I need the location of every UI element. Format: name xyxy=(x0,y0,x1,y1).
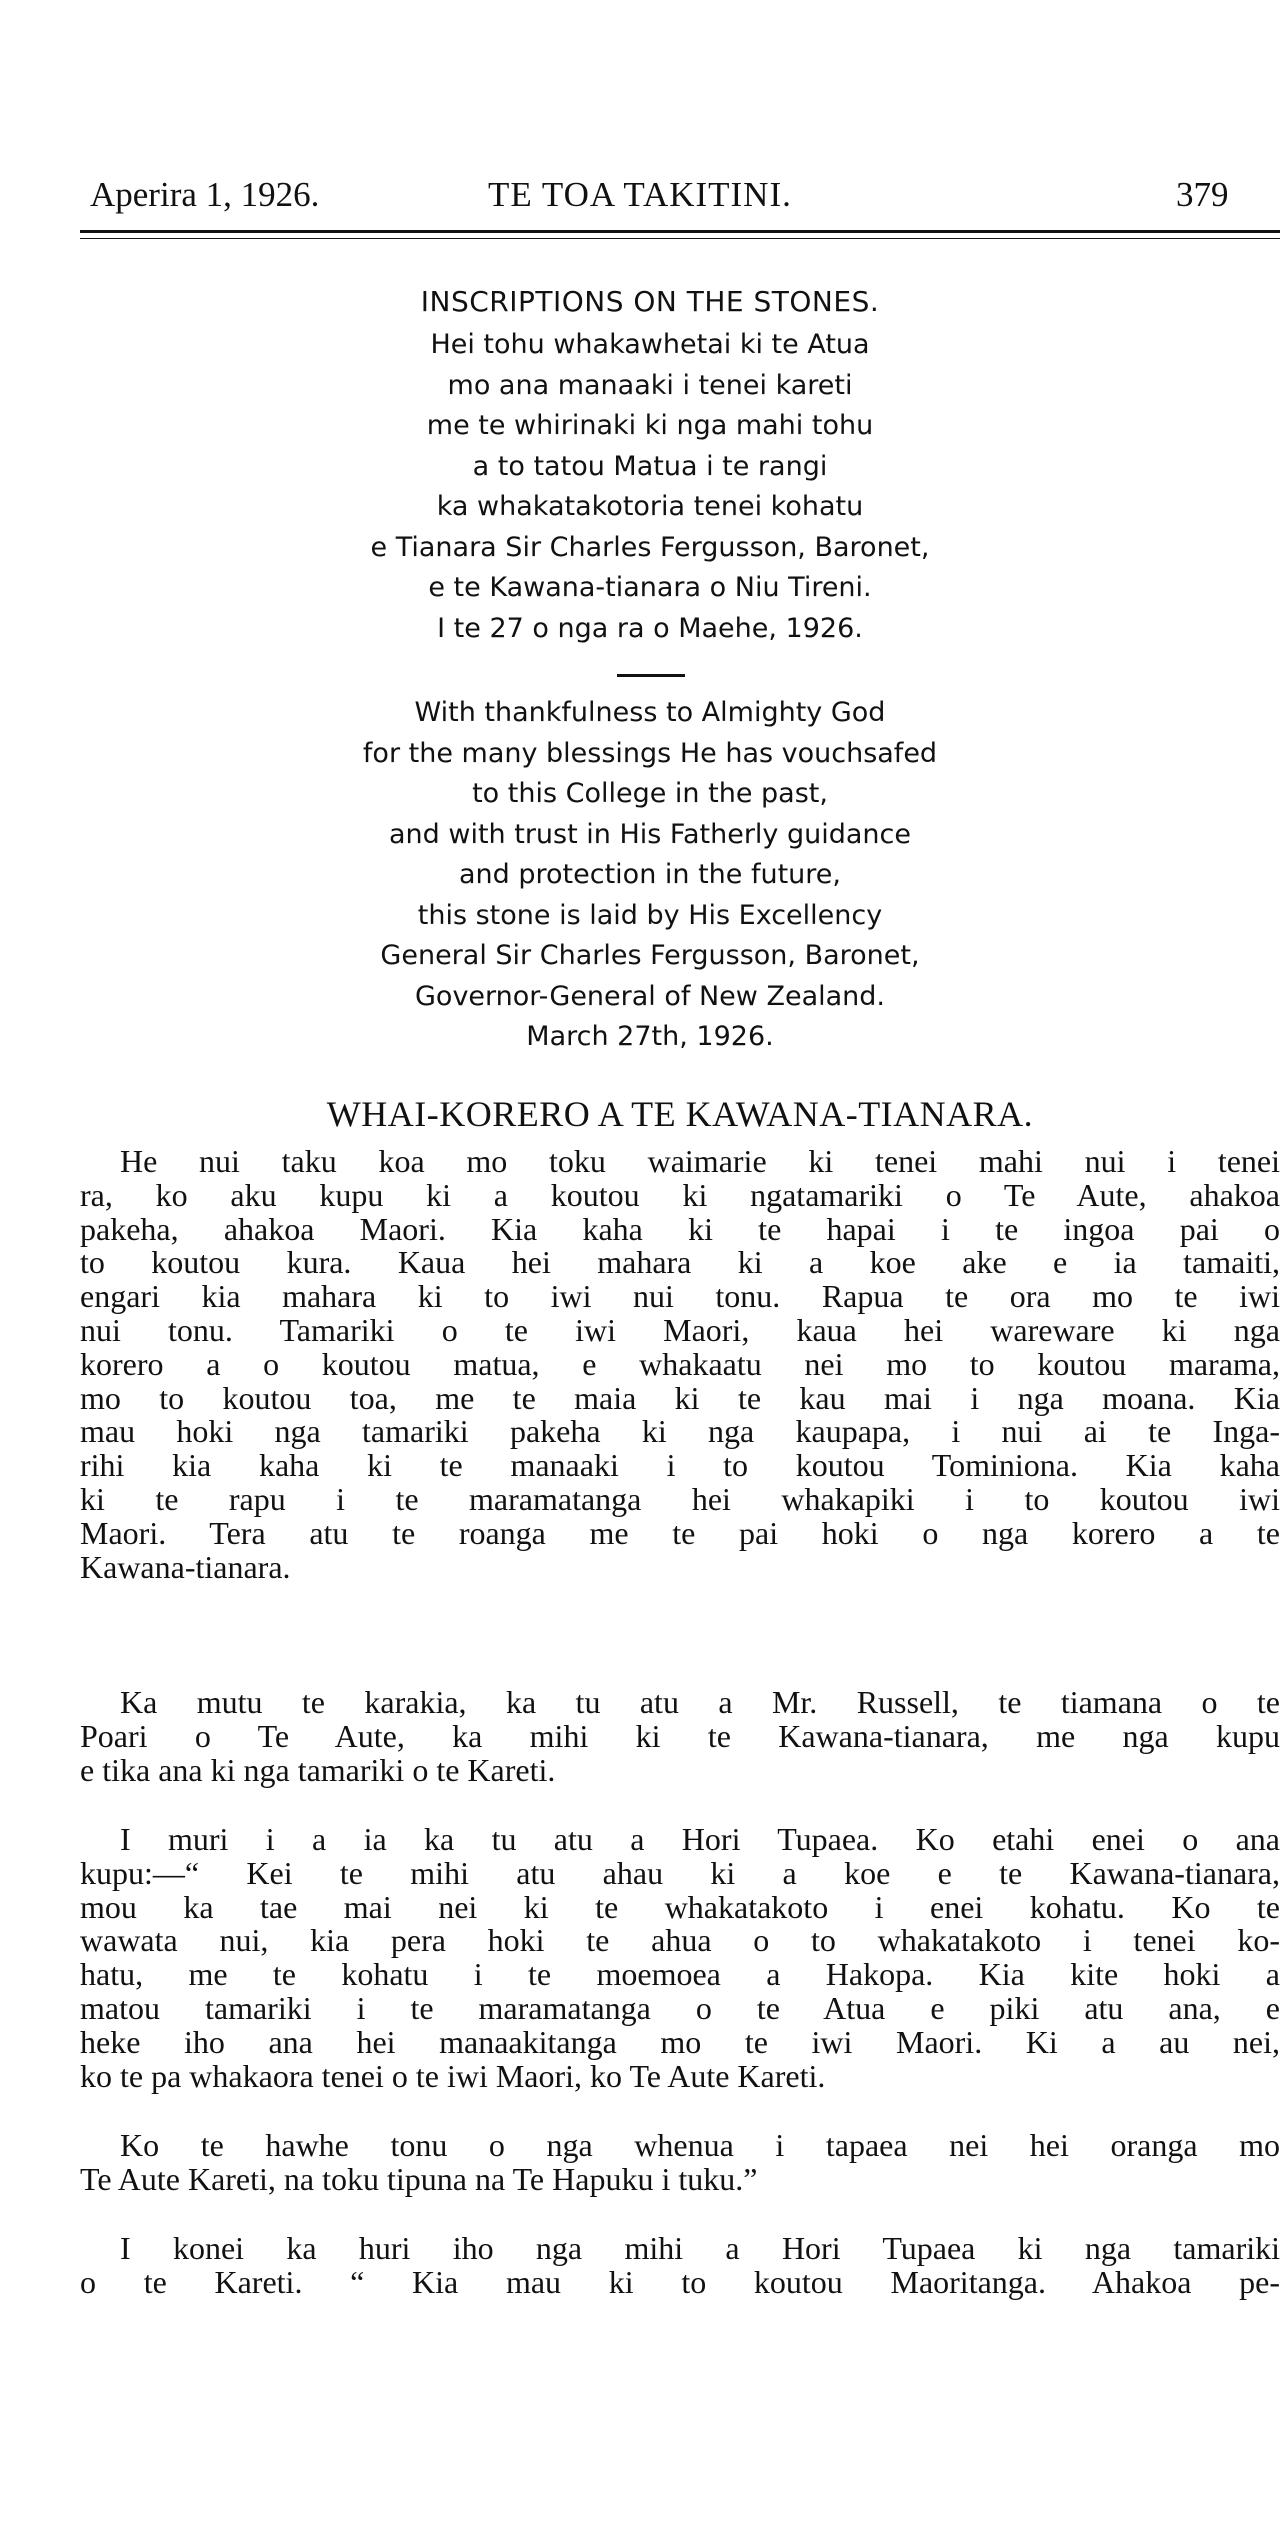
paragraph-line: engari kia mahara ki to iwi nui tonu. Rapua te ora mo te iwi xyxy=(80,1278,1280,1315)
paragraph-line: Kawana-tianara. xyxy=(80,1548,291,1585)
paragraph xyxy=(80,2129,1280,2197)
paragraph-line: I konei ka huri iho nga mihi a Hori Tupaea ki nga tamariki xyxy=(120,2230,1280,2266)
paragraph-line: wawata nui, kia pera hoki te ahua o to whakatakoto i tenei ko- xyxy=(80,1922,1280,1959)
paragraph-line: hatu, me te kohatu i te moemoea a Hakopa. Kia kite hoki a xyxy=(80,1956,1280,1993)
maori-inscription-line: e te Kawana-tianara o Niu Tireni. xyxy=(428,572,872,603)
english-inscription-line: and protection in the future, xyxy=(459,859,841,890)
inscription-divider xyxy=(617,674,685,677)
header-rule-thin xyxy=(80,238,1280,239)
inscriptions-heading: INSCRIPTIONS ON THE STONES. xyxy=(420,285,880,318)
paragraph xyxy=(80,2232,1280,2300)
maori-inscription-line: mo ana manaaki i tenei kareti xyxy=(447,369,853,401)
paragraph-line: Ka mutu te karakia, ka tu atu a Mr. Russell, te tiamana o te xyxy=(120,1684,1280,1720)
maori-inscription-line: a to tatou Matua i te rangi xyxy=(472,450,828,482)
paragraph-line: mau hoki nga tamariki pakeha ki nga kaupapa, i nui ai te Inga- xyxy=(80,1413,1280,1450)
paragraph-line: Te Aute Kareti, na toku tipuna na Te Hapuku i tuku.” xyxy=(80,2160,758,2197)
maori-inscription-line: Hei tohu whakawhetai ki te Atua xyxy=(430,329,870,360)
paragraph-line: o te Kareti. “ Kia mau ki to koutou Maoritanga. Ahakoa pe- xyxy=(80,2263,1280,2300)
maori-inscription-line: e Tianara Sir Charles Fergusson, Baronet, xyxy=(370,531,930,563)
paragraph-line: kupu:—“ Kei te mihi atu ahau ki a koe e te Kawana-tianara, xyxy=(80,1854,1280,1891)
paragraph-line: I muri i a ia ka tu atu a Hori Tupaea. Ko etahi enei o ana xyxy=(120,1821,1280,1857)
maori-inscription-line: ka whakatakotoria tenei kohatu xyxy=(436,491,864,522)
paragraph-line: ko te pa whakaora tenei o te iwi Maori, ko Te Aute Kareti. xyxy=(80,2057,826,2094)
running-header xyxy=(80,175,1280,225)
english-inscription-line: for the many blessings He has vouchsafed xyxy=(362,737,938,769)
maori-inscription-line: I te 27 o nga ra o Maehe, 1926. xyxy=(437,612,863,644)
paragraph xyxy=(80,1145,1280,1584)
english-inscription-line: March 27th, 1926. xyxy=(526,1021,774,1052)
paragraph-line: He nui taku koa mo toku waimarie ki tenei mahi nui i tenei xyxy=(120,1143,1280,1179)
paragraph xyxy=(80,1686,1280,1787)
paragraph-line: heke iho ana hei manaakitanga mo te iwi Maori. Ki a au nei, xyxy=(80,2023,1280,2060)
header-date: Aperira 1, 1926. xyxy=(90,175,320,214)
header-page-number: 379 xyxy=(1176,175,1229,214)
paragraph-line: ra, ko aku kupu ki a koutou ki ngatamariki o Te Aute, ahakoa xyxy=(80,1176,1280,1213)
paragraph xyxy=(80,1823,1280,2093)
section-heading: WHAI-KORERO A TE KAWANA-TIANARA. xyxy=(326,1094,1034,1134)
maori-inscription xyxy=(250,325,1050,649)
english-inscription-line: this stone is laid by His Excellency xyxy=(417,899,883,931)
english-inscription-line: and with trust in His Fatherly guidance xyxy=(388,818,911,850)
english-inscription-line: to this College in the past, xyxy=(472,778,828,809)
english-inscription xyxy=(250,693,1050,1058)
english-inscription-line: With thankfulness to Almighty God xyxy=(414,697,886,728)
paragraph-line: nui tonu. Tamariki o te iwi Maori, kaua hei wareware ki nga xyxy=(80,1311,1280,1348)
paragraph-line: matou tamariki i te maramatanga o te Atua e piki atu ana, e xyxy=(80,1989,1280,2026)
paragraph-line: pakeha, ahakoa Maori. Kia kaha ki te hapai i te ingoa pai o xyxy=(80,1210,1280,1247)
english-inscription-line: Governor-General of New Zealand. xyxy=(415,980,885,1012)
paragraph-line: Maori. Tera atu te roanga me te pai hoki o nga korero a te xyxy=(80,1514,1280,1551)
paragraph-line: mou ka tae mai nei ki te whakatakoto i enei kohatu. Ko te xyxy=(80,1888,1280,1925)
paragraph-line: mo to koutou toa, me te maia ki te kau mai i nga moana. Kia xyxy=(80,1379,1280,1416)
maori-inscription-line: me te whirinaki ki nga mahi tohu xyxy=(426,410,874,441)
header-rule-thick xyxy=(80,230,1280,233)
paragraph-line: korero a o koutou matua, e whakaatu nei mo to koutou marama, xyxy=(80,1345,1280,1382)
english-inscription-line: General Sir Charles Fergusson, Baronet, xyxy=(380,940,920,971)
paragraph-line: ki te rapu i te maramatanga hei whakapiki i to koutou iwi xyxy=(80,1480,1280,1517)
paragraph-line: Ko te hawhe tonu o nga whenua i tapaea nei hei oranga mo xyxy=(120,2127,1280,2163)
paragraph-line: e tika ana ki nga tamariki o te Kareti. xyxy=(80,1751,556,1788)
paragraph-line: rihi kia kaha ki te manaaki i to koutou Tominiona. Kia kaha xyxy=(80,1447,1280,1484)
paragraph-line: Poari o Te Aute, ka mihi ki te Kawana-tianara, me nga kupu xyxy=(80,1717,1280,1754)
header-journal-title: TE TOA TAKITINI. xyxy=(488,175,792,214)
paragraph-line: to koutou kura. Kaua hei mahara ki a koe ake e ia tamaiti, xyxy=(80,1244,1280,1281)
